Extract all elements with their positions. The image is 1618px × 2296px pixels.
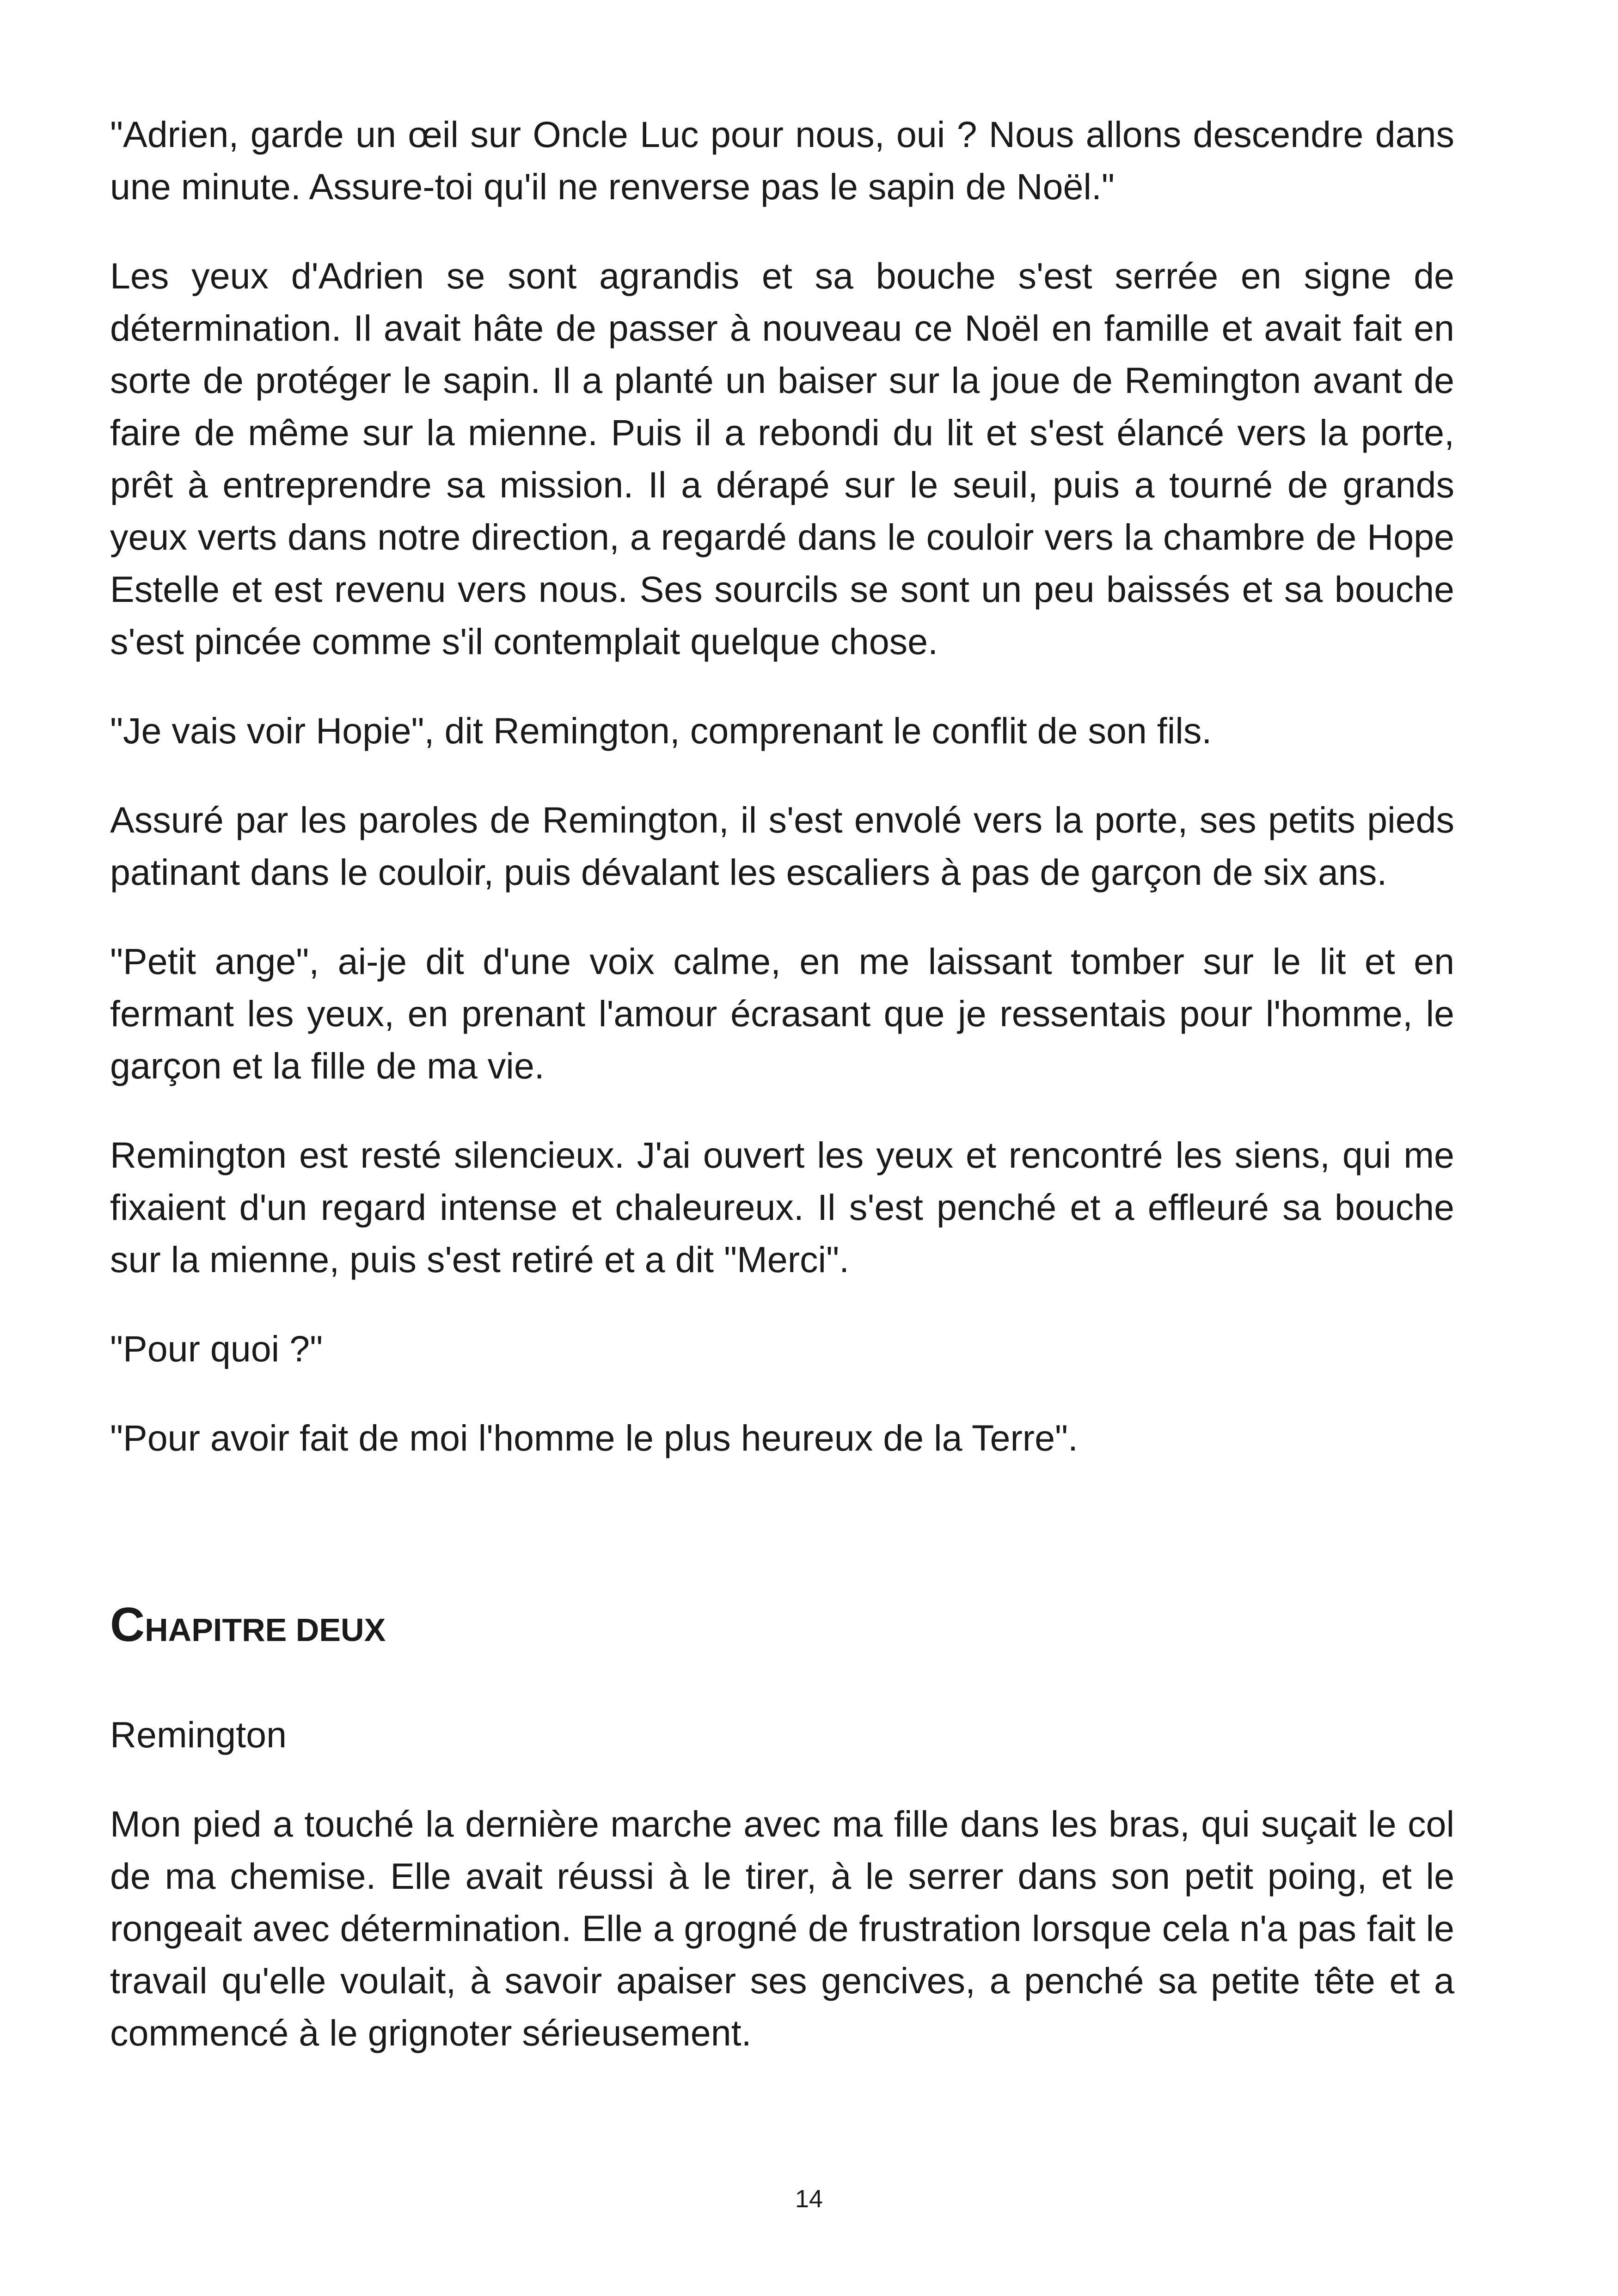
paragraph-1: "Adrien, garde un œil sur Oncle Luc pour nous, oui ? Nous allons descendre dans une minute. Assure-toi qu'il ne renverse pas le sapin de Noël." [110,114,1465,207]
chapter-heading [110,1598,1454,1657]
paragraph-3: "Je vais voir Hopie", dit Remington, comprenant le conflit de son fils. [110,710,1212,751]
page-body [110,108,1465,2096]
chapter-heading-rest: HAPITRE DEUX [145,1612,386,1648]
paragraph-6: Remington est resté silencieux. J'ai ouvert les yeux et rencontré les siens, qui me fixaient d'un regard intense et chaleureux. Il s'est penché et a effleuré sa bouche sur la mienne, puis s'est retiré et a dit "Merci". [110,1134,1465,1280]
paragraph-9: Mon pied a touché la dernière marche avec ma fille dans les bras, qui suçait le col de ma chemise. Elle avait réussi à le tirer, à le serrer dans son petit poing, et le rongeait avec détermination. Elle a grogné de frustration lorsque cela n'a pas fait le travail qu'elle voulait, à savoir apaiser ses gencives, a penché sa petite tête et a commencé à le grignoter sérieusement. [110,1803,1465,2053]
paragraph-5: "Petit ange", ai-je dit d'une voix calme, en me laissant tomber sur le lit et en fermant les yeux, en prenant l'amour écrasant que je ressentais pour l'homme, le garçon et la fille de ma vie. [110,941,1465,1086]
page-number: 14 [795,2185,823,2213]
chapter-heading-initial: C [110,1598,145,1652]
paragraph-2: Les yeux d'Adrien se sont agrandis et sa bouche s'est serrée en signe de détermination. Il avait hâte de passer à nouveau ce Noël en famille et avait fait en sorte de protéger le sapin. Il a planté un baiser sur la joue de Remington avant de faire de même sur la mienne. Puis il a rebondi du lit et s'est élancé vers la porte, prêt à entreprendre sa mission. Il a dérapé sur le seuil, puis a tourné de grands yeux verts dans notre direction, a regardé dans le couloir vers la chambre de Hope Estelle et est revenu vers nous. Ses sourcils se sont un peu baissés et sa bouche s'est pincée comme s'il contemplait quelque chose. [110,255,1465,662]
pov-label: Remington [110,1714,287,1755]
paragraph-7: "Pour quoi ?" [110,1328,323,1369]
paragraph-8: "Pour avoir fait de moi l'homme le plus heureux de la Terre". [110,1417,1079,1458]
paragraph-4: Assuré par les paroles de Remington, il s'est envolé vers la porte, ses petits pieds patinant dans le couloir, puis dévalant les escaliers à pas de garçon de six ans. [110,799,1465,893]
